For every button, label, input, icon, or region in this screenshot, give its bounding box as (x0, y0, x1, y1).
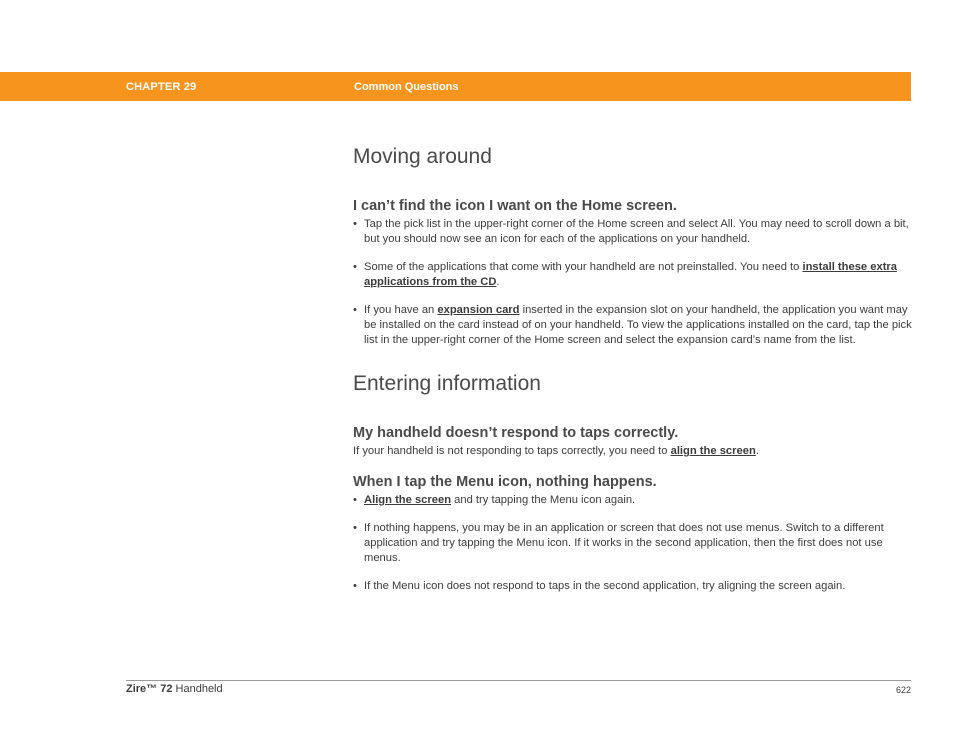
link-install-extra-apps[interactable]: install these extra applications from the CD (364, 261, 897, 288)
chapter-label: CHAPTER 29 (126, 81, 197, 93)
chapter-title: Common Questions (354, 81, 459, 93)
link-align-screen[interactable]: Align the screen (364, 493, 452, 506)
question-title-taps-incorrect: My handheld doesn’t respond to taps correctly. (353, 425, 679, 442)
bullet-item: • If the Menu icon does not respond to taps in the second application, try aligning the screen again. (353, 579, 913, 594)
bullet-item: • Align the screen and try tapping the Menu icon again. (353, 493, 913, 508)
question-title-menu-icon: When I tap the Menu icon, nothing happens. (353, 473, 657, 490)
main-content (353, 140, 913, 594)
page-number: 622 (895, 685, 911, 695)
bullet-item: • If you have an expansion card inserted in the expansion slot on your handheld, the application you want may be installed on the card instead of on your handheld. To view the applications installed on the card, tap the pick list in the upper-right corner of the Home screen and select the expansion card’s name from the list. (353, 303, 913, 347)
bullet-item: • Some of the applications that come with your handheld are not preinstalled. You need to install these extra applications from the CD. (353, 260, 913, 289)
link-expansion-card[interactable]: expansion card (437, 304, 520, 317)
question-title-cant-find-icon: I can’t find the icon I want on the Home screen. (353, 198, 677, 214)
section-title-moving-around: Moving around (353, 145, 492, 168)
footer-product-name: Zire™ 72 Handheld (126, 683, 223, 695)
bullet-item: • If nothing happens, you may be in an application or screen that does not use menus. Switch to a different application and try tapping the Menu icon. If it works in the second application, then the first does not use menus. (353, 521, 913, 565)
bullet-item: • Tap the pick list in the upper-right corner of the Home screen and select All. You may need to scroll down a bit, but you should now see an icon for each of the applications on your handheld. (353, 217, 913, 246)
footer-divider (126, 680, 911, 681)
section-title-entering-information: Entering information (353, 372, 541, 396)
link-align-the-screen[interactable]: align the screen (670, 445, 756, 458)
answer-paragraph: If your handheld is not responding to taps correctly, you need to align the screen. (353, 445, 759, 458)
chapter-header-bar (0, 72, 911, 101)
